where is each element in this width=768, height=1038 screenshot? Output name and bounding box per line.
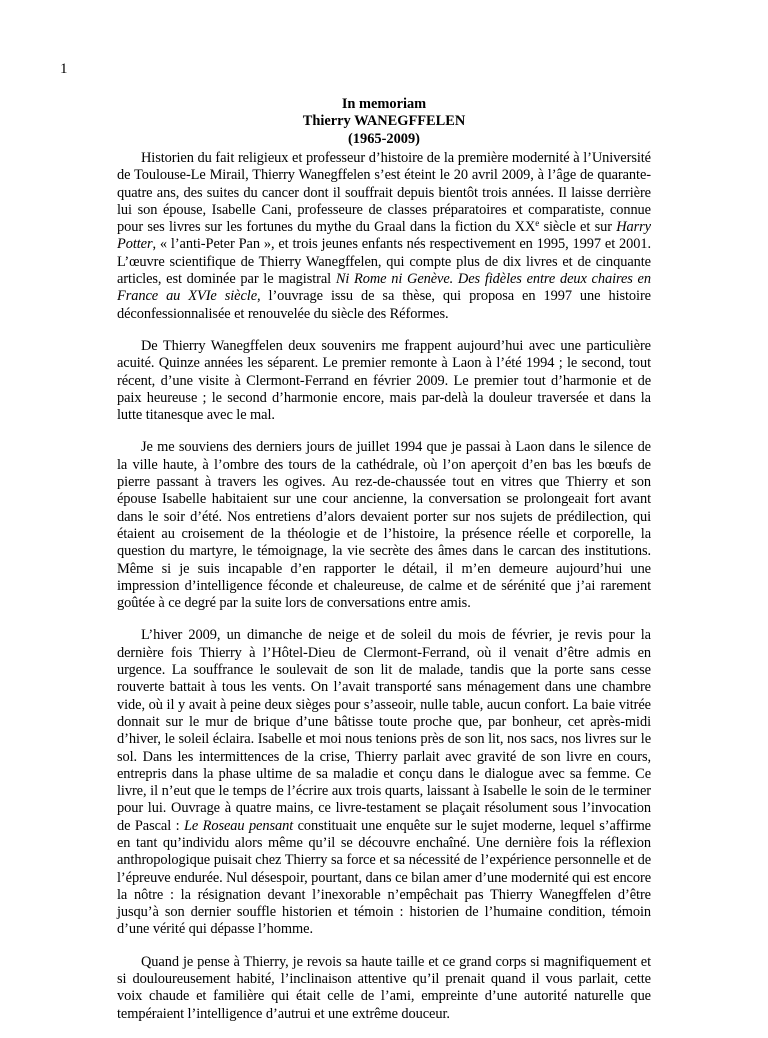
paragraph-1-text-c: , « l’anti-Peter Pan », et trois jeunes enfants nés respectivement en 1995, 1997 et 2001. L’œuvre scientifique de Thierry Wanegffelen, qui compte plus de dix livres et de cinquante articles, est dominée par le magistral [117, 236, 651, 288]
paragraph-2: De Thierry Wanegffelen deux souvenirs me frappent aujourd’hui avec une particulière acuité. Quinze années les séparent. Le premier remonte à Laon à l’été 1994 ; le second, tout récent, d’une visite à Clermont-Ferrand en février 2009. Le premier tout d’harmonie et de paix heureuse ; le second d’harmonie encore, mais par-delà la douleur traversée et dans la lutte titanesque avec le mal. [117, 337, 651, 424]
century-superscript: e [535, 218, 540, 229]
title-block [0, 96, 768, 148]
paragraph-5: Quand je pense à Thierry, je revois sa haute taille et ce grand corps si magnifiquement et si douloureusement habité, l’inclinaison attentive qu’il prenait quand il vous parlait, cette voix chaude et familière qui était celle de l’ami, empreinte d’une autorité naturelle que tempéraient l’intelligence d’autrui et une extrême douceur. [117, 953, 651, 1022]
title-name: Thierry WANEGFFELEN [302, 113, 466, 130]
paragraph-4 [117, 627, 651, 938]
article-body [117, 150, 651, 1038]
paragraph-4-text-b: constituait une enquête sur le sujet moderne, lequel s’affirme en tant qu’individu alors même qu’il se découvre enchaîné. Une dernière fois la réflexion anthropologique puisait chez Thierry sa force et sa nécessité de l’expérience personnelle et de l’épreuve endurée. Nul désespoir, pourtant, dans ce bilan amer d’une modernité qui est encore la nôtre : la résignation devant l’inexorable n’empêchait pas Thierry Wanegffelen d’être jusqu’à son dernier souffle historien et témoin : historien de l’humaine condition, témoin d’une vérité qui dépasse l’homme. [117, 817, 651, 938]
title-le-roseau-pensant: Le Roseau pensant [183, 817, 294, 834]
title-in-memoriam: In memoriam [341, 96, 427, 112]
title-ni-rome-ni-geneve: Ni Rome ni Genève. Des fidèles entre deux chaires en France au XVIe siècle [117, 271, 651, 305]
paragraph-3: Je me souviens des derniers jours de juillet 1994 que je passai à Laon dans le silence de la ville haute, à l’ombre des tours de la cathédrale, où l’on aperçoit d’en bas les bœufs de pierre passant à travers les ogives. Au rez-de-chaussée tout en vitres que Thierry et son épouse Isabelle habitaient sur une cour ancienne, la conversation se prolongeait fort avant dans le soir d’été. Nos entretiens d’alors devaient porter sur nos sujets de prédilection, qui étaient au croisement de la théologie et de l’histoire, la présence réelle et corporelle, la question du martyre, le témoignage, la vie secrète des âmes dans le carcan des institutions. Même si je suis incapable d’en rapporter le détail, il m’en demeure aujourd’hui une impression d’intelligence féconde et chaleureuse, de calme et de sérénité que j’ai rarement goûtée à ce degré par la suite lors de conversations entre amis. [117, 439, 651, 612]
paragraph-1-text-b: siècle et sur [539, 219, 617, 236]
paragraph-1-text-a: Historien du fait religieux et professeur d’histoire de la première modernité à l’Université de Toulouse-Le Mirail, Thierry Wanegffelen s’est éteint le 20 avril 2009, à l’âge de quarante-quatre ans, des suites du cancer dont il souffrait depuis bientôt trois années. Il laisse derrière lui son épouse, Isabelle Cani, professeure de classes préparatoires et comparatiste, connue pour ses livres sur les fortunes du mythe du Graal dans la fiction du XX [117, 150, 651, 236]
paragraph-1 [117, 150, 651, 323]
page-number: 1 [60, 61, 68, 77]
title-harry-potter: Harry Potter [117, 219, 651, 253]
paragraph-1-text-d: , l’ouvrage issu de sa thèse, qui proposa en 1997 une histoire déconfessionnalisée et renouvelée du siècle des Réformes. [117, 288, 651, 322]
title-dates: (1965-2009) [348, 130, 420, 147]
paragraph-4-text-a: L’hiver 2009, un dimanche de neige et de soleil du mois de février, je revis pour la dernière fois Thierry à l’Hôtel-Dieu de Clermont-Ferrand, où il venait d’être admis en urgence. La souffrance le soulevait de son lit de malade, tandis que la porte sans cesse rouverte battait à tous les vents. On l’avait transporté sans ménagement dans une chambre vide, où il y avait à peine deux sièges pour s’asseoir, nulle table, aucun confort. La baie vitrée donnait sur le mur de brique d’une bâtisse toute proche que, par bonheur, cet après-midi d’hiver, le soleil éclaira. Isabelle et moi nous tenions près de son lit, nos sacs, nos livres sur le sol. Dans les intermittences de la crise, Thierry parlait avec gravité de son livre en cours, entrepris dans la phase ultime de sa maladie et conçu dans le dialogue avec sa femme. Ce livre, il n’eut que le temps de l’écrire aux trois quarts, laissant à Isabelle le soin de le terminer pour lui. Ouvrage à quatre mains, ce livre-testament se plaçait résolument sous l’invocation de Pascal : [117, 627, 651, 834]
